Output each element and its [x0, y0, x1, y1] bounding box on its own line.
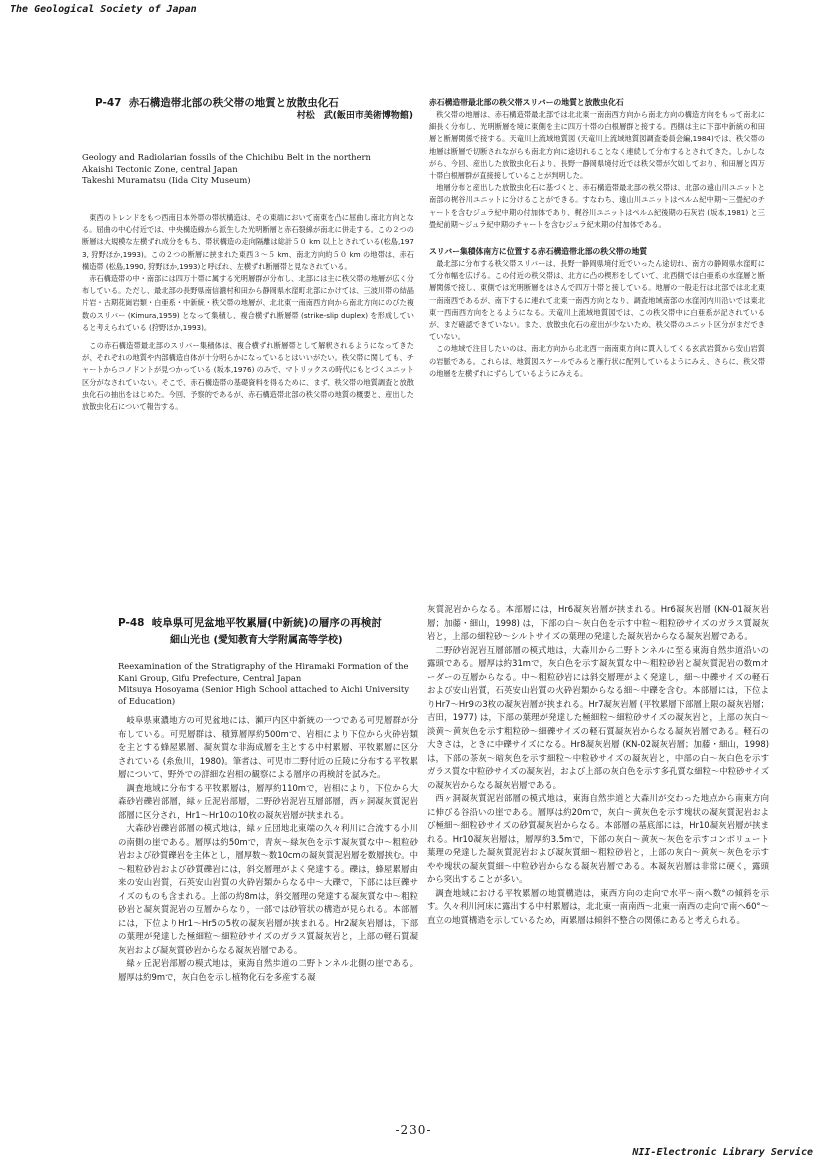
article2-left-para-2: 調査地域に分布する平牧累層は，層厚約110mで，岩相により，下位から大森砂岩礫岩部層，緑ヶ丘泥岩部層，二野砂岩泥岩互層部層，西ヶ洞凝灰質泥岩部層に区分され，Hr1～Hr10の10枚の凝灰岩層が挟まれる。 — [118, 782, 418, 820]
article1-sec2-para-2: この地域で注目したいのは、南北方向から北北西一南南東方向に貫入してくる玄武岩質から安山岩質の岩脈である。これらは、地質図スケールでみると雁行状に配列しているようにみえ、さらに、秩父帯の地層を左横ずれにずらしているようにみえる。 — [429, 344, 765, 378]
article2-en-title-1: Reexamination of the Stratigraphy of the Hiramaki Formation of the — [118, 661, 409, 671]
article1-number: P-47 — [95, 97, 122, 109]
article2-title-line — [118, 616, 418, 630]
article1-en-title-2: Akaishi Tectonic Zone, central Japan — [82, 163, 238, 174]
article1-author: 村松 武(飯田市美術博物館) — [296, 111, 413, 121]
article2-left-para-3: 大森砂岩礫岩部層の模式地は，緑ヶ丘団地北東端の久々利川に合流する小川の南側の崖である。層厚は約50mで，青灰～緑灰色を示す凝灰質な中～粗粒砂岩および砂質礫岩を主体とし，層厚数～数10cmの凝灰質泥岩層を数層挟む。中～粗粒砂岩および砂質礫岩には，斜交層理がよく発達する。礫は，蜂屋累層由来の安山岩質，石英安山岩質の火砕岩類からなる中～大礫で，下部には巨礫サイズのものも含まれる。上部の約8mは，斜交層理の発達する凝灰質な中～粗粒砂岩と凝灰質泥岩の互層からなり，一部では砂管状の構造が見られる。本部層には，下位よりHr1～Hr5の5枚の凝灰岩層が挟まれる。Hr2凝灰岩層は，下部の葉理が発達した極細粒～細粒砂サイズのガラス質凝灰岩と，上部の軽石質凝灰岩および凝灰質砂岩からなる凝灰岩層である。 — [118, 823, 418, 955]
article1-english — [82, 152, 414, 187]
article1-left-para-3: この赤石構造帯最北部のスリバー集積体は、複合横ずれ断層帯として解釈されるようになってきたが、それぞれの地質や内部構造自体が十分明らかになっているとはいいがたい。秩父帯に関しても、チャートからコノドントが見つかっている (坂本,1976) のみで、マトリックスの時代にもとづくユニット区分がなされていない。そこで、赤石構造帯の基礎資料を得るために、まず、秩父帯の地質調査と放散虫化石の抽出をはじめた。今回、予察的であるが、赤石構造帯北部の秩父帯の地質の概要と、産出した放散虫化石について報告する。 — [82, 341, 414, 412]
page-number: -230- — [395, 1123, 432, 1137]
article2-en-author-1: Mitsuya Hosoyama (Senior High School attached to Aichi University — [118, 684, 409, 694]
article2-en-title-2: Kani Group, Gifu Prefecture, Central Japan — [118, 672, 302, 683]
article2-number: P-48 — [118, 617, 145, 629]
article1-section1-heading: 赤石構造帯最北部の秩父帯スリバーの地質と放散虫化石 — [429, 98, 624, 107]
article1-section2-heading: スリバー集積体南方に位置する赤石構造帯北部の秩父帯の地質 — [429, 247, 648, 257]
article1-sec1-para-2: 地層分布と産出した放散虫化石に基づくと、赤石構造帯最北部の秩父帯は、北部の遠山川ユニットと南部の梶谷川ユニットに分けることができる。すなわち、遠山川ユニットはペルム紀中期～三畳紀のチャートを含むジュラ紀中期の付加体であり、梶谷川ユニットはペルム紀後期の石灰岩 (坂本,1981) と三畳紀前期～ジュラ紀中期のチャートを含むジュラ紀末期の付加体である。 — [429, 183, 765, 229]
article1-sec2-para-1: 最北部に分布する秩父帯スリバーは、長野一静岡県境付近でいったん途切れ、南方の静岡県水窪町にて分布幅を広げる。この付近の秩父帯は、北方に凸の楔形をしていて、北西側では白亜系の水窪層と断層関係で接し、東側では光明断層をはさんで四万十帯と接している。地層の一般走行は北部では北北東一南南西であるが、南下するに連れて北東一南西方向となり、調査地域南部の水窪河内川沿いでは東北東一西南西方向をとるようになる。天竜川上流域地質図では、この秩父帯中に白亜系が記されているが、まだ確認できていない。また、放散虫化石の産出が少ないため、秩父帯のユニット区分がまだできていない。 — [429, 259, 765, 342]
article1-left-para-1: 東西のトレンドをもつ西南日本外帯の帯状構造は、その東端において南東を凸に屈曲し南北方向となる。屈曲の中心付近では、中央構造線から派生した光明断層と赤石裂線が南北に併走する。この２つの断層は大規模な左横ずれ成分をもち、帯状構造の走向隔離は総計５０ km 以上とされている(松島,1973, 狩野ほか,1993)。この２つの断層に挟まれた東西３～５ km、南北方向約５０ km の地帯は、赤石構造帯 (松島,1990, 狩野ほか,1993)と呼ばれ、左横ずれ断層帯と見なされている。 — [82, 213, 414, 271]
article2-en-author-2: of Education) — [118, 695, 176, 706]
article1-left-body — [82, 212, 414, 567]
article1-right-body — [429, 96, 765, 581]
article2-right-para-2: 二野砂岩泥岩互層部層の模式地は，大森川から二野トンネルに至る東海自然歩道沿いの露頭である。層厚は約31mで，灰白色を示す凝灰質な中～粗粒砂岩と凝灰質泥岩の数mオーダーの互層からなる。中～粗粒砂岩には斜交層理がよく発達し，細～中礫サイズの軽石および安山岩質，石英安山岩質の火砕岩類からなる細～中礫を含む。本部層には，下位よりHr7～Hr9の3枚の凝灰岩層が挟まれる。Hr7凝灰岩層 (平牧累層下部層上限の凝灰岩層；吉田，1977) は，下部の葉理が発達した極細粒～細粒砂サイズの凝灰岩と，上部の灰白～淡黄～黄灰色を示す粗粒砂～細礫サイズの軽石質凝灰岩からなる凝灰岩層である。軽石の大きさは，ときに中礫サイズになる。Hr8凝灰岩層 (KN-02凝灰岩層；加藤・細山，1998) は，下部の茶灰～暗灰色を示す細粒～中粒砂サイズの凝灰岩と，中部の白～灰白色を示すガラス質な中粒砂サイズの凝灰岩，および上部の灰白色を示す多孔質な細粒～中粒砂サイズの凝灰岩からなる凝灰岩層である。 — [427, 644, 769, 790]
article1-left-para-2: 赤石構造帯の中・南部には四万十帯に属する光明層群が分布し、北部には主に秩父帯の地層が広く分布している。ただし、最北部の長野県南信濃村和田から静岡県水窪町北部にかけては、三波川帯の結晶片岩・古期花崗岩類・白亜系・中新統・秩父帯の地層が、北北東一南南西方向から南北方向にのびた複数のスリバー (Kimura,1959) となって集積し、複合横ずれ断層帯 (strike-slip duplex) を形成していると考えられている (狩野ほか,1993)。 — [82, 274, 414, 332]
article2-title: 岐阜県可児盆地平牧累層(中新統)の層序の再検討 — [151, 617, 382, 629]
article1-title-line — [95, 96, 413, 110]
article1-en-title-1: Geology and Radiolarian fossils of the Chichibu Belt in the northern — [82, 152, 371, 162]
article2-right-body — [427, 603, 769, 1103]
article2-left-para-4: 緑ヶ丘泥岩部層の模式地は，東海自然歩道の二野トンネル北側の崖である。層厚は約9mで，灰白色を示し植物化石を多産する凝 — [118, 958, 418, 982]
article2-right-para-1: 灰質泥岩からなる。本部層には，Hr6凝灰岩層が挟まれる。Hr6凝灰岩層 (KN-01凝灰岩層；加藤・細山，1998) は，下部の白～灰白色を示す中粒～粗粒砂サイズのガラス質凝灰岩と，上部の細粒砂～シルトサイズの葉理の発達した凝灰岩からなる凝灰岩層である。 — [427, 604, 769, 641]
article2-left-body — [118, 714, 418, 1104]
society-header: The Geological Society of Japan — [10, 4, 197, 15]
article2-author: 細山光也 (愛知教育大学附属高等学校) — [170, 635, 343, 646]
article2-left-para-1: 岐阜県東濃地方の可児盆地には、瀬戸内区中新統の一つである可児層群が分布している。可児層群は、積算層厚約500mで、岩相により下位から火砕岩類を主とする蜂屋累層、凝灰質な非海成層を主とする中村累層、平牧累層に区分されている (糸魚川，1980)。筆者は、可児市二野付近の丘陵に分布する平牧累層について、野外での詳細な岩相の観察による層序の再検討を試みた。 — [118, 715, 418, 779]
article2-right-para-4: 調査地域における平牧累層の地質構造は，東西方向の走向で水平～南へ数°の傾斜を示す。久々利川河床に露出する中村累層は，北北東一南南西～北東一南西の走向で南へ60°～直立の地質構造を示しているため，両累層は傾斜不整合の関係にあると考えられる。 — [427, 887, 769, 925]
article1-sec1-para-1: 秩父帯の地層は、赤石構造帯最北部では北北東一南南西方向から南北方向の構造方向をもって南北に細長く分布し、光明断層を境に東側を主に四万十帯の白根層群と接する。西側は主に下部中新統の和田層と断層関係で接する。天竜川上流域地質図 (天竜川上流域地質図調査委員会編,1984)では、秩父帯の地層は断層で切断されながらも南北方向に途切れることなく連続して分布するとされてきた。しかしながら、今回、産出した放散虫化石より、長野一静岡県境付近では秩父帯が欠如しており、和田層と四万十帯白根層群が直接接していることが判明した。 — [429, 110, 765, 181]
article2-right-para-3: 西ヶ洞凝灰質泥岩部層の模式地は，東海自然歩道と大森川が交わった地点から南東方向に伸びる谷沿いの崖である。層厚は約20mで，灰白～黄灰色を示す塊状の凝灰質泥岩および極細～細粒砂サイズの砂質凝灰岩からなる。本部層の基底部には，Hr10凝灰岩層が挟まれる。Hr10凝灰岩層は，層厚約3.5mで，下部の灰白～黄灰～灰色を示すコンボリュート葉理の発達した凝灰質泥岩および凝灰質細～粗粒砂岩と，上部の灰白～黄灰～灰色を示すやや塊状の凝灰質細～中粒砂岩からなる凝灰岩層である。本凝灰岩層は非常に硬く，露頭から突出することが多い。 — [427, 793, 769, 884]
article1-header — [95, 96, 413, 123]
library-service-footer: NII-Electronic Library Service — [632, 1147, 813, 1158]
article2-english — [118, 661, 418, 707]
article1-en-author: Takeshi Muramatsu (Iida City Museum) — [82, 175, 251, 185]
article1-title: 赤石構造帯北部の秩父帯の地質と放散虫化石 — [128, 97, 339, 109]
article2-header — [118, 616, 418, 648]
